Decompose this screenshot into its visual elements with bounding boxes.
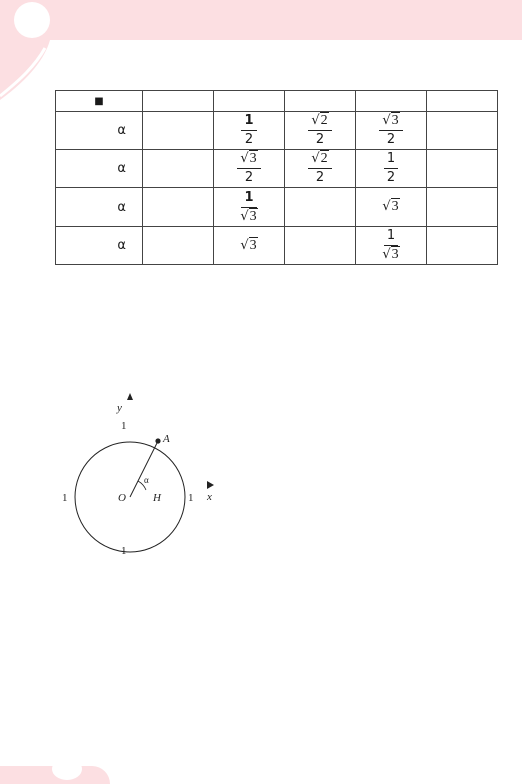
fraction-denominator bbox=[382, 246, 399, 262]
row-label: α bbox=[56, 112, 143, 150]
fraction bbox=[240, 191, 257, 224]
fraction-numerator bbox=[241, 114, 256, 131]
fraction bbox=[382, 229, 399, 262]
header-mark: ■ bbox=[94, 96, 104, 107]
table-cell bbox=[356, 112, 427, 150]
sqrt-expression bbox=[240, 210, 257, 224]
point-A-label: A bbox=[163, 433, 170, 445]
sqrt-symbol: √ bbox=[240, 151, 249, 166]
table-row bbox=[56, 227, 498, 265]
table-cell bbox=[285, 150, 356, 188]
table-cell bbox=[427, 112, 498, 150]
fraction-numerator bbox=[308, 152, 331, 169]
table-cell bbox=[214, 188, 285, 227]
sqrt-expression bbox=[311, 114, 328, 128]
fraction-denominator bbox=[245, 131, 253, 147]
table-cell bbox=[356, 227, 427, 265]
x-axis-arrow-icon bbox=[207, 481, 214, 489]
table-cell bbox=[214, 227, 285, 265]
y-axis-label: y bbox=[117, 402, 122, 414]
table-row bbox=[56, 112, 498, 150]
fraction bbox=[384, 152, 398, 185]
fraction-numerator bbox=[241, 191, 256, 208]
sqrt-symbol: √ bbox=[240, 237, 249, 253]
fraction bbox=[308, 152, 331, 185]
row-label: α bbox=[56, 150, 143, 188]
fraction-denominator bbox=[387, 131, 395, 147]
sqrt-expression bbox=[311, 152, 328, 166]
sqrt-symbol: √ bbox=[382, 199, 391, 214]
fraction-denominator bbox=[316, 169, 324, 185]
numerator-value: 1 bbox=[386, 228, 396, 243]
bottom-label: 1 bbox=[121, 545, 127, 557]
table-cell bbox=[143, 150, 214, 188]
angle-label: α bbox=[144, 475, 149, 485]
fraction bbox=[308, 114, 331, 147]
row-label: α bbox=[56, 227, 143, 265]
sqrt-symbol: √ bbox=[311, 113, 320, 128]
table-cell bbox=[285, 227, 356, 265]
fraction-numerator bbox=[308, 114, 331, 131]
footer-badge bbox=[52, 758, 82, 780]
table-cell bbox=[214, 150, 285, 188]
sqrt-expression bbox=[240, 238, 257, 254]
table-row bbox=[56, 188, 498, 227]
sqrt-symbol: √ bbox=[382, 247, 391, 262]
fraction bbox=[241, 114, 256, 147]
sqrt-radicand: 3 bbox=[249, 151, 257, 166]
top-label: 1 bbox=[121, 420, 127, 432]
table-cell bbox=[427, 188, 498, 227]
table-cell bbox=[143, 227, 214, 265]
header-mark-cell bbox=[56, 91, 143, 112]
sqrt-expression bbox=[240, 152, 257, 166]
sqrt-radicand: 3 bbox=[249, 208, 257, 224]
table-cell bbox=[427, 150, 498, 188]
table-cell bbox=[285, 112, 356, 150]
fraction-numerator bbox=[237, 152, 260, 169]
fraction-denominator bbox=[387, 169, 395, 185]
sqrt-symbol: √ bbox=[311, 151, 320, 166]
fraction-numerator bbox=[384, 229, 398, 246]
sqrt-radicand: 3 bbox=[391, 113, 399, 128]
right-label: 1 bbox=[188, 492, 194, 504]
denominator-value: 2 bbox=[244, 170, 254, 185]
fraction-denominator bbox=[240, 208, 257, 224]
table-cell bbox=[214, 112, 285, 150]
sqrt-symbol: √ bbox=[382, 113, 391, 128]
table-cell bbox=[356, 150, 427, 188]
fraction bbox=[379, 114, 402, 147]
header-cell bbox=[143, 91, 214, 112]
fraction bbox=[237, 152, 260, 185]
sqrt-expression bbox=[382, 199, 399, 215]
sqrt-radicand: 3 bbox=[391, 199, 399, 214]
table-cell bbox=[285, 188, 356, 227]
left-label: 1 bbox=[62, 492, 68, 504]
unit-circle-diagram bbox=[50, 392, 240, 562]
fraction-numerator bbox=[384, 152, 398, 169]
table-cell bbox=[427, 227, 498, 265]
denominator-value: 2 bbox=[386, 132, 396, 147]
foot-H-label: H bbox=[153, 492, 161, 504]
header-badge bbox=[14, 2, 50, 38]
fraction-denominator bbox=[316, 131, 324, 147]
radius-OA bbox=[130, 441, 158, 497]
table-cell bbox=[356, 188, 427, 227]
trig-values-table bbox=[55, 90, 498, 265]
denominator-value: 2 bbox=[386, 170, 396, 185]
point-A bbox=[155, 438, 160, 443]
denominator-value: 2 bbox=[315, 170, 325, 185]
sqrt-radicand: 3 bbox=[249, 237, 257, 253]
header-cell bbox=[214, 91, 285, 112]
x-axis-label: x bbox=[207, 491, 212, 503]
sqrt-expression bbox=[382, 114, 399, 128]
sqrt-expression bbox=[382, 248, 399, 262]
sqrt-symbol: √ bbox=[240, 208, 249, 224]
table-row bbox=[56, 150, 498, 188]
y-axis-arrow-icon bbox=[127, 393, 133, 400]
sqrt-radicand: 2 bbox=[320, 113, 328, 128]
sqrt-radicand: 2 bbox=[320, 151, 328, 166]
origin-label: O bbox=[118, 492, 126, 504]
table-cell bbox=[143, 188, 214, 227]
fraction-denominator bbox=[245, 169, 253, 185]
fraction-numerator bbox=[379, 114, 402, 131]
numerator-value: 1 bbox=[386, 151, 396, 166]
numerator-value: 1 bbox=[244, 113, 254, 128]
sqrt-radicand: 3 bbox=[391, 247, 399, 262]
table-header-row bbox=[56, 91, 498, 112]
header-cell bbox=[285, 91, 356, 112]
table-cell bbox=[143, 112, 214, 150]
denominator-value: 2 bbox=[244, 132, 254, 147]
header-cell bbox=[427, 91, 498, 112]
row-label: α bbox=[56, 188, 143, 227]
denominator-value: 2 bbox=[315, 132, 325, 147]
header-cell bbox=[356, 91, 427, 112]
numerator-value: 1 bbox=[244, 189, 254, 205]
